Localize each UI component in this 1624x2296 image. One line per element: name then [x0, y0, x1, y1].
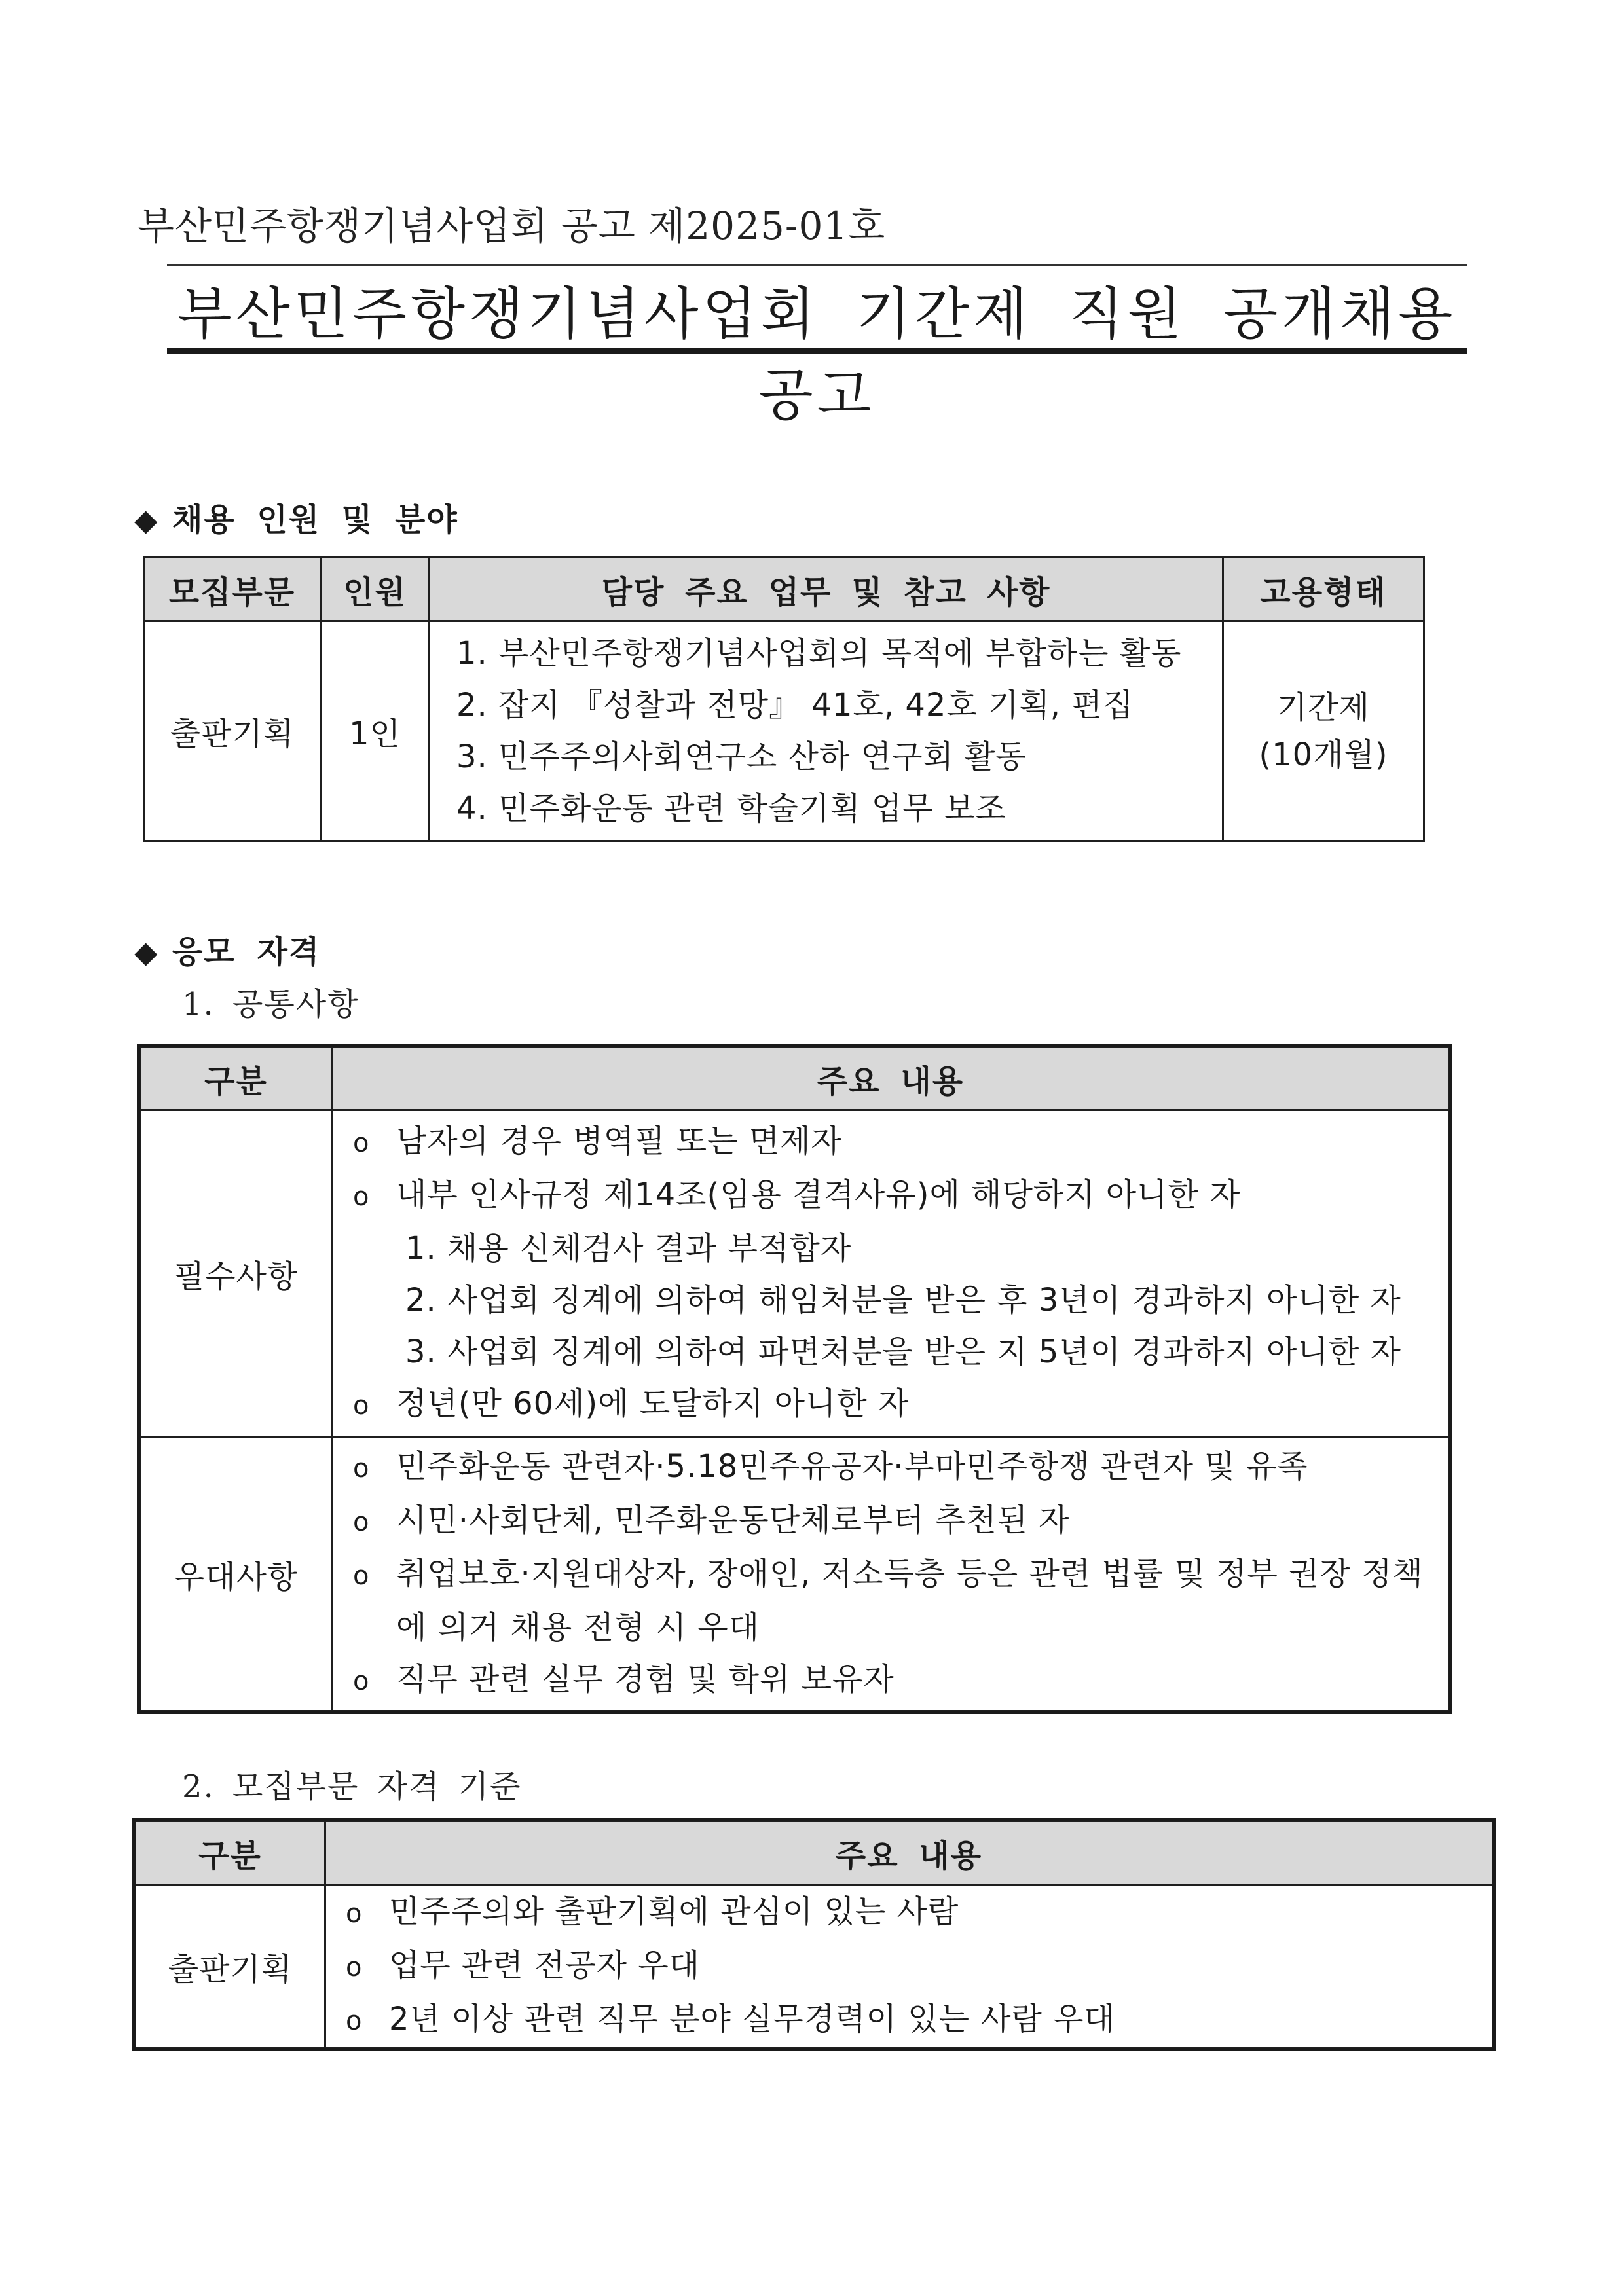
- circle-bullet-icon: o: [346, 1952, 363, 1982]
- sub-list-item: 3. 사업회 징계에 의하여 파면처분을 받은 지 5년이 경과하지 아니한 자: [405, 1334, 1401, 1370]
- preferred-content-cell: [333, 1438, 1449, 1711]
- list-item-text: 민주주의와 출판기획에 관심이 있는 사람: [389, 1893, 959, 1930]
- list-item: [326, 1940, 1492, 1994]
- circle-bullet-icon: o: [353, 1666, 370, 1696]
- list-item-text: 업무 관련 전공자 우대: [389, 1946, 701, 1984]
- common-requirements-table: [139, 1046, 1450, 1712]
- department-criteria-heading: 2. 모집부문 자격 기준: [182, 1768, 522, 1805]
- department-criteria-table: [134, 1820, 1494, 2049]
- list-item-text: 남자의 경우 병역필 또는 면제자: [396, 1123, 842, 1159]
- list-item-text: 내부 인사규정 제14조(임용 결격사유)에 해당하지 아니한 자: [396, 1176, 1241, 1213]
- diamond-bullet-icon: ◆: [134, 934, 159, 970]
- circle-bullet-icon: o: [353, 1128, 370, 1158]
- employment-type-line: 기간제: [1276, 689, 1371, 726]
- section-recruitment-title: 채용 인원 및 분야: [172, 501, 458, 538]
- duty-item: 1. 부산민주항쟁기념사업회의 목적에 부합하는 활동: [456, 634, 1182, 672]
- column-header: 모집부문: [144, 558, 321, 621]
- required-content-cell: [333, 1110, 1449, 1438]
- list-item: [333, 1654, 1448, 1707]
- title-top-rule: [167, 264, 1467, 266]
- sub-list-item: 1. 채용 신체검사 결과 부적합자: [405, 1230, 852, 1267]
- list-item-text: 정년(만 60세)에 도달하지 아니한 자: [396, 1385, 910, 1422]
- circle-bullet-icon: o: [346, 2005, 363, 2036]
- title-bottom-rule: [167, 348, 1467, 354]
- duties-cell: [430, 621, 1223, 841]
- common-requirements-heading: 1. 공통사항: [182, 986, 360, 1023]
- column-header: 구분: [136, 1821, 325, 1885]
- department-label-cell: 출판기획: [136, 1885, 325, 2049]
- section-recruitment-heading: [134, 494, 458, 539]
- list-item: [326, 1886, 1492, 1940]
- employment-type-line: (10개월): [1259, 736, 1388, 773]
- circle-bullet-icon: o: [346, 1898, 363, 1929]
- table-row: [140, 1438, 1449, 1711]
- list-item-text: 시민·사회단체, 민주화운동단체로부터 추천된 자: [396, 1502, 1070, 1539]
- column-header: 구분: [140, 1047, 333, 1110]
- page-title: 부산민주항쟁기념사업회 기간제 직원 공개채용 공고: [177, 282, 1457, 428]
- department-content-cell: [325, 1885, 1493, 2049]
- recruitment-table: [143, 556, 1425, 842]
- list-item: [326, 1994, 1492, 2047]
- table-header-row: [144, 558, 1424, 621]
- column-header: 인원: [321, 558, 430, 621]
- column-header: 담당 주요 업무 및 참고 사항: [430, 558, 1223, 621]
- list-item: [333, 1116, 1448, 1169]
- list-item-text: 2년 이상 관련 직무 분야 실무경력이 있는 사람 우대: [389, 2000, 1115, 2037]
- list-item-text: 민주화운동 관련자·5.18민주유공자·부마민주항쟁 관련자 및 유족: [396, 1448, 1308, 1485]
- employment-type-cell: [1223, 621, 1424, 841]
- list-item-text: 직무 관련 실무 경험 및 학위 보유자: [396, 1661, 895, 1698]
- notice-number: 부산민주항쟁기념사업회 공고 제2025-01호: [138, 204, 886, 248]
- table-row: [144, 621, 1424, 841]
- required-label-cell: 필수사항: [140, 1110, 333, 1438]
- table-header-row: [140, 1047, 1449, 1110]
- duty-item: 2. 잡지 『성찰과 전망』 41호, 42호 기획, 편집: [456, 686, 1134, 723]
- circle-bullet-icon: o: [353, 1182, 370, 1212]
- section-qualification-heading: [134, 926, 320, 972]
- list-item: [333, 1441, 1448, 1495]
- duty-item: 4. 민주화운동 관련 학술기획 업무 보조: [456, 790, 1006, 827]
- circle-bullet-icon: o: [353, 1453, 370, 1484]
- preferred-label-cell: 우대사항: [140, 1438, 333, 1711]
- list-item: [333, 1495, 1448, 1548]
- table-header-row: [136, 1821, 1493, 1885]
- list-item: [333, 1169, 1448, 1223]
- department-cell: 출판기획: [144, 621, 321, 841]
- column-header: 주요 내용: [325, 1821, 1493, 1885]
- section-qualification-title: 응모 자격: [172, 934, 321, 970]
- table-row: [136, 1885, 1493, 2049]
- circle-bullet-icon: o: [353, 1391, 370, 1421]
- sub-list-item: 2. 사업회 징계에 의하여 해임처분을 받은 후 3년이 경과하지 아니한 자: [405, 1282, 1401, 1319]
- table-row: [140, 1110, 1449, 1438]
- circle-bullet-icon: o: [353, 1561, 370, 1591]
- duty-item: 3. 민주주의사회연구소 산하 연구회 활동: [456, 738, 1027, 775]
- list-item: [333, 1548, 1448, 1654]
- circle-bullet-icon: o: [353, 1507, 370, 1537]
- list-item: [333, 1378, 1448, 1432]
- column-header: 고용형태: [1223, 558, 1424, 621]
- column-header: 주요 내용: [333, 1047, 1449, 1110]
- diamond-bullet-icon: ◆: [134, 502, 159, 538]
- list-item-text: 취업보호·지원대상자, 장애인, 저소득층 등은 관련 법률 및 정부 권장 정책에 의거 채용 전형 시 우대: [396, 1556, 1424, 1646]
- headcount-cell: 1인: [321, 621, 430, 841]
